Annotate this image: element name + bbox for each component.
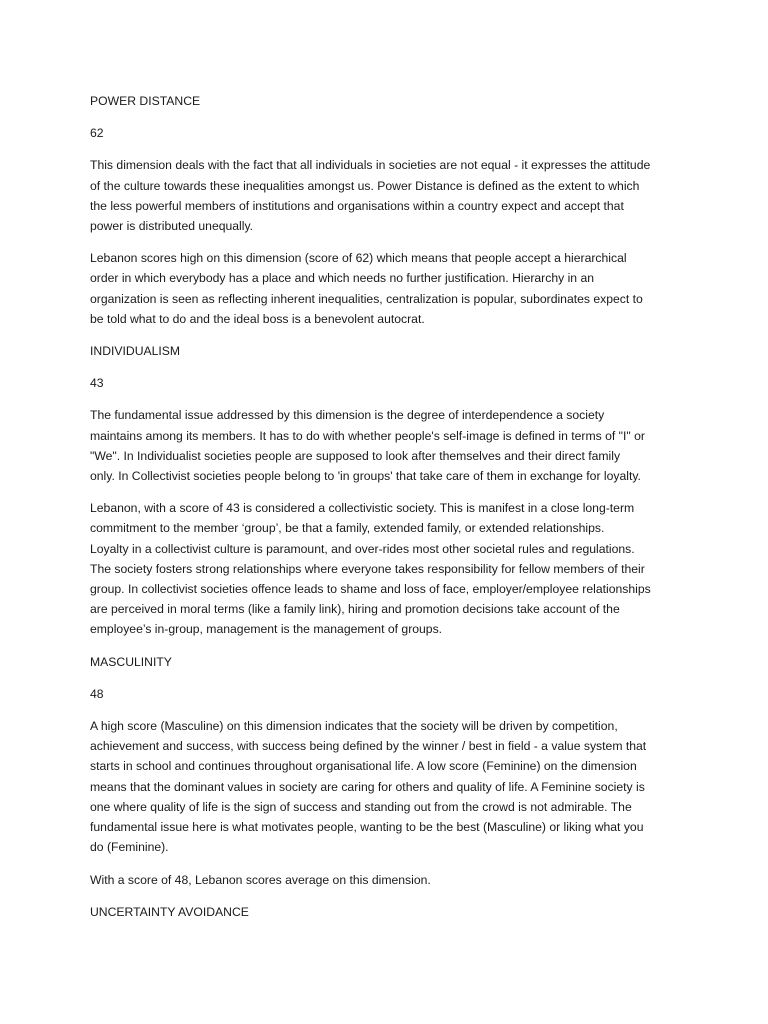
paragraph-line: starts in school and continues throughout organisational life. A low score (Feminine) on the dimension [90,759,637,774]
body-paragraph [90,498,685,639]
paragraph-line: group. In collectivist societies offence leads to shame and loss of face, employer/employee relationships [90,582,651,597]
paragraph-line: the less powerful members of institutions and organisations within a country expect and accept that [90,198,624,213]
paragraph-line: "We". In Individualist societies people are supposed to look after themselves and their direct family [90,448,621,463]
paragraph-line: only. In Collectivist societies people belong to 'in groups' that take care of them in exchange for loyalty. [90,469,641,484]
paragraph-line: With a score of 48, Lebanon scores average on this dimension. [90,872,431,887]
section-heading: UNCERTAINTY AVOIDANCE [90,904,249,919]
section-heading: INDIVIDUALISM [90,344,181,359]
paragraph-line: fundamental issue here is what motivates people, wanting to be the best (Masculine) or liking what you [90,820,644,835]
paragraph-line: means that the dominant values in society are caring for others and quality of life. A Feminine society is [90,779,645,794]
paragraph-line: Lebanon scores high on this dimension (score of 62) which means that people accept a hierarchical [90,251,627,266]
paragraph-line: This dimension deals with the fact that all individuals in societies are not equal - it expresses the attitude [90,158,651,173]
paragraph-line: The society fosters strong relationships where everyone takes responsibility for fellow members of their [90,561,645,576]
body-paragraph [90,405,685,486]
paragraph-line: be told what to do and the ideal boss is a benevolent autocrat. [90,311,425,326]
body-paragraph [90,870,685,890]
paragraph-line: do (Feminine). [90,840,169,855]
paragraph-line: achievement and success, with success being defined by the winner / best in field - a value system that [90,739,647,754]
paragraph-line: employee’s in-group, management is the management of groups. [90,622,443,637]
document-body [90,91,685,934]
paragraph-line: maintains among its members. It has to do with whether people's self-image is defined in terms of "I" or [90,428,645,443]
section-score: 43 [90,376,104,391]
paragraph-line: A high score (Masculine) on this dimension indicates that the society will be driven by competition, [90,719,618,734]
paragraph-line: order in which everybody has a place and which needs no further justification. Hierarchy in an [90,271,595,286]
section-heading: POWER DISTANCE [90,94,201,108]
section-heading: MASCULINITY [90,654,172,669]
paragraph-line: one where quality of life is the sign of success and standing out from the crowd is not admirable. The [90,799,632,814]
paragraph-line: power is distributed unequally. [90,219,254,234]
paragraph-line: are perceived in moral terms (like a family link), hiring and promotion decisions take account of the [90,602,620,617]
paragraph-line: Loyalty in a collectivist culture is paramount, and over-rides most other societal rules and regulations. [90,541,635,556]
paragraph-line: Lebanon, with a score of 43 is considered a collectivistic society. This is manifest in a close long-term [90,501,635,516]
paragraph-line: The fundamental issue addressed by this dimension is the degree of interdependence a society [90,408,605,423]
body-paragraph [90,155,685,236]
section-score: 48 [90,686,104,701]
body-paragraph [90,248,685,329]
body-paragraph [90,716,685,857]
paragraph-line: of the culture towards these inequalities amongst us. Power Distance is defined as the extent to which [90,178,640,193]
paragraph-line: commitment to the member ‘group’, be that a family, extended family, or extended relationships. [90,521,605,536]
section-score: 62 [90,126,104,141]
paragraph-line: organization is seen as reflecting inherent inequalities, centralization is popular, subordinates expect to [90,291,643,306]
